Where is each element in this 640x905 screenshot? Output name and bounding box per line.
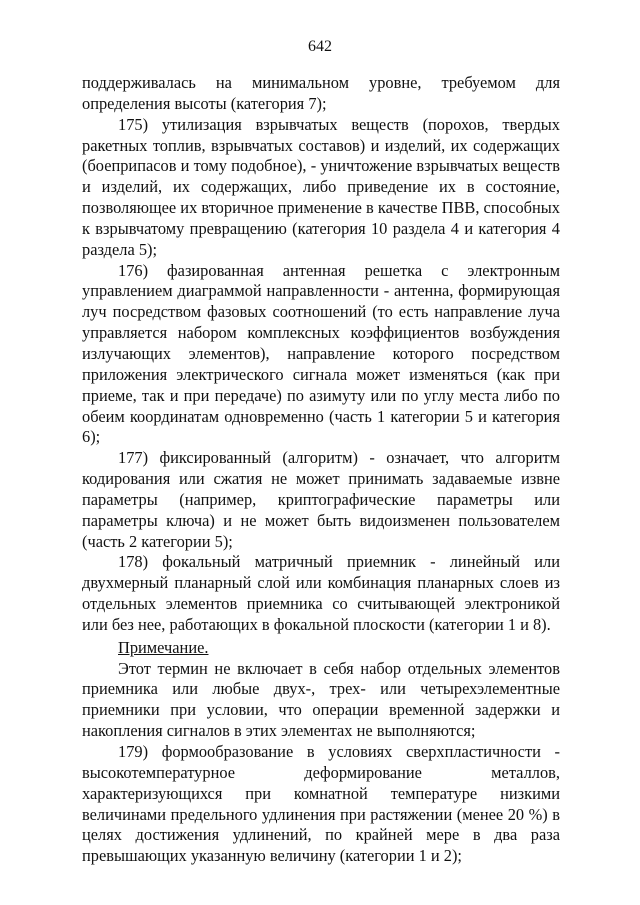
note-heading: Примечание. <box>118 637 209 657</box>
note-text: Этот термин не включает в себя набор отдельных элементов приемника или любые двух-, трех- или четырехэлементные приемники при условии, что операции временной задержки и накопления сигналов в этих элементах не выполняются; <box>82 658 560 741</box>
page-number: 642 <box>308 38 332 55</box>
paragraph-continuation: поддерживалась на минимальном уровне, требуемом для определения высоты (категория 7); <box>82 73 560 113</box>
paragraph-177: 177) фиксированный (алгоритм) - означает, что алгоритм кодирования или сжатия не может принимать задаваемые извне параметры (например, криптографические параметры или параметры ключа) и не может быть видоизменен пользователем (часть 2 категории 5); <box>82 448 560 551</box>
document-body <box>82 73 560 867</box>
paragraph-178: 178) фокальный матричный приемник - линейный или двухмерный планарный слой или комбинация планарных слоев из отдельных элементов приемника со считывающей электроникой или без нее, работающих в фокальной плоскости (категории 1 и 8). <box>82 552 560 634</box>
paragraph-176: 176) фазированная антенная решетка с электронным управлением диаграммой направленности - антенна, формирующая луч посредством фазовых соотношений (то есть направление луча управляется набором комплексных коэффициентов возбуждения излучающих элементов), направление которого посредством приложения электрического сигнала может изменяться (как при приеме, так и при передаче) по азимуту или по углу места либо по обеим координатам одновременно (часть 1 категории 5 и категория 6); <box>82 260 560 447</box>
paragraph-175: 175) утилизация взрывчатых веществ (порохов, твердых ракетных топлив, взрывчатых составов) и изделий, их содержащих (боеприпасов и тому подобное), - уничтожение взрывчатых веществ и изделий, их содержащих, либо приведение их в состояние, позволяющее их вторичное применение в качестве ПВВ, способных к взрывчатому превращению (категория 10 раздела 4 и категория 4 раздела 5); <box>82 114 560 259</box>
paragraph-179: 179) формообразование в условиях сверхпластичности - высокотемпературное деформирование металлов, характеризующихся при комнатной температуре низкими величинами предельного удлинения при растяжении (менее 20 %) в целях достижения удлинений, по крайней мере в два раза превышающих указанную величину (категории 1 и 2); <box>82 742 560 866</box>
note-heading-line <box>82 638 560 659</box>
